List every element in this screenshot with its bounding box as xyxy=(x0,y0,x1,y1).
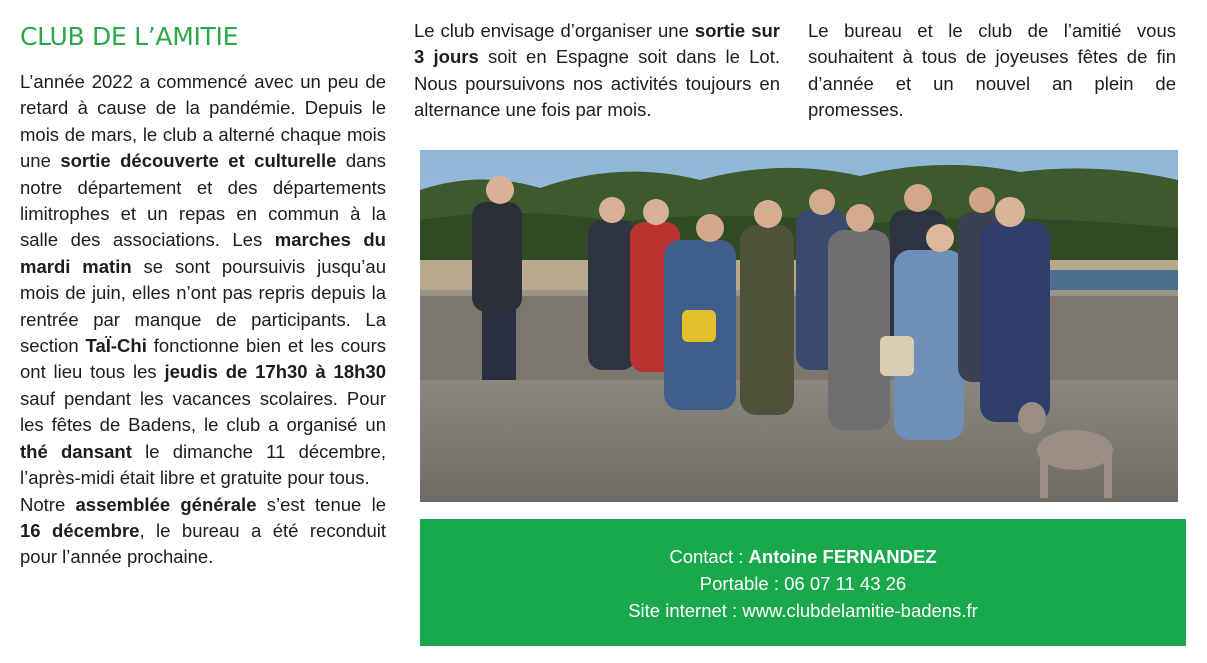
text-run: Le club envisage d’organiser une xyxy=(414,20,695,41)
text-run: dans notre département et des départements limitrophes et un repas en commun à la salle des associations. Les xyxy=(20,150,386,251)
bold-run: assemblée générale xyxy=(75,493,257,515)
group-photo xyxy=(420,150,1178,502)
text-run: soit en Espagne soit dans le Lot. Nous poursuivons nos activités toujours en alternance une fois par mois. xyxy=(414,46,780,121)
text-run: le dimanche 11 décembre, l’après-midi était libre et gratuite pour tous. xyxy=(20,440,386,489)
text-run: sauf pendant les vacances scolaires. Pour les fêtes de Badens, le club a organisé un xyxy=(20,387,386,436)
text-run: fonctionne bien et les cours ont lieu tous les xyxy=(20,335,386,383)
text-run: L’année 2022 a commencé avec un peu de retard à cause de la pandémie. Depuis le mois de mars, le club a alterné chaque mois une xyxy=(20,71,386,172)
bold-run: sortie découverte et culturelle xyxy=(60,150,337,172)
text-run: se sont poursuivis jusqu’au mois de juin, elles n’ont pas repris depuis la rentrée par manque de participants. La section xyxy=(20,255,386,357)
text-run: Notre xyxy=(20,493,76,515)
bold-run: TaÏ-Chi xyxy=(85,335,147,357)
contact-name: Antoine FERNANDEZ xyxy=(748,546,937,567)
contact-box xyxy=(420,519,1186,646)
bold-run: 16 décembre xyxy=(20,519,140,541)
text-run: s’est tenue le xyxy=(256,493,386,515)
contact-line xyxy=(420,543,1186,570)
article-title: CLUB DE L’AMITIE xyxy=(20,22,239,51)
column-right-text: Le bureau et le club de l’amitié vous souhaitent à tous de joyeuses fêtes de fin d’année et un nouvel an plein de promesses. xyxy=(808,20,1176,121)
text-run: , le bureau a été reconduit pour l’année prochaine. xyxy=(20,519,386,568)
contact-website[interactable]: Site internet : www.clubdelamitie-badens.fr xyxy=(628,600,978,621)
bold-run: marches du mardi matin xyxy=(20,229,386,277)
column-middle-text xyxy=(414,18,780,124)
column-left-text xyxy=(20,69,386,571)
contact-phone: Portable : 06 07 11 43 26 xyxy=(699,573,907,594)
bold-run: jeudis de 17h30 à 18h30 xyxy=(164,361,386,383)
contact-label: Contact : xyxy=(669,546,749,567)
bold-run: thé dansant xyxy=(20,440,132,462)
bold-run: sortie sur 3 jours xyxy=(414,20,780,68)
